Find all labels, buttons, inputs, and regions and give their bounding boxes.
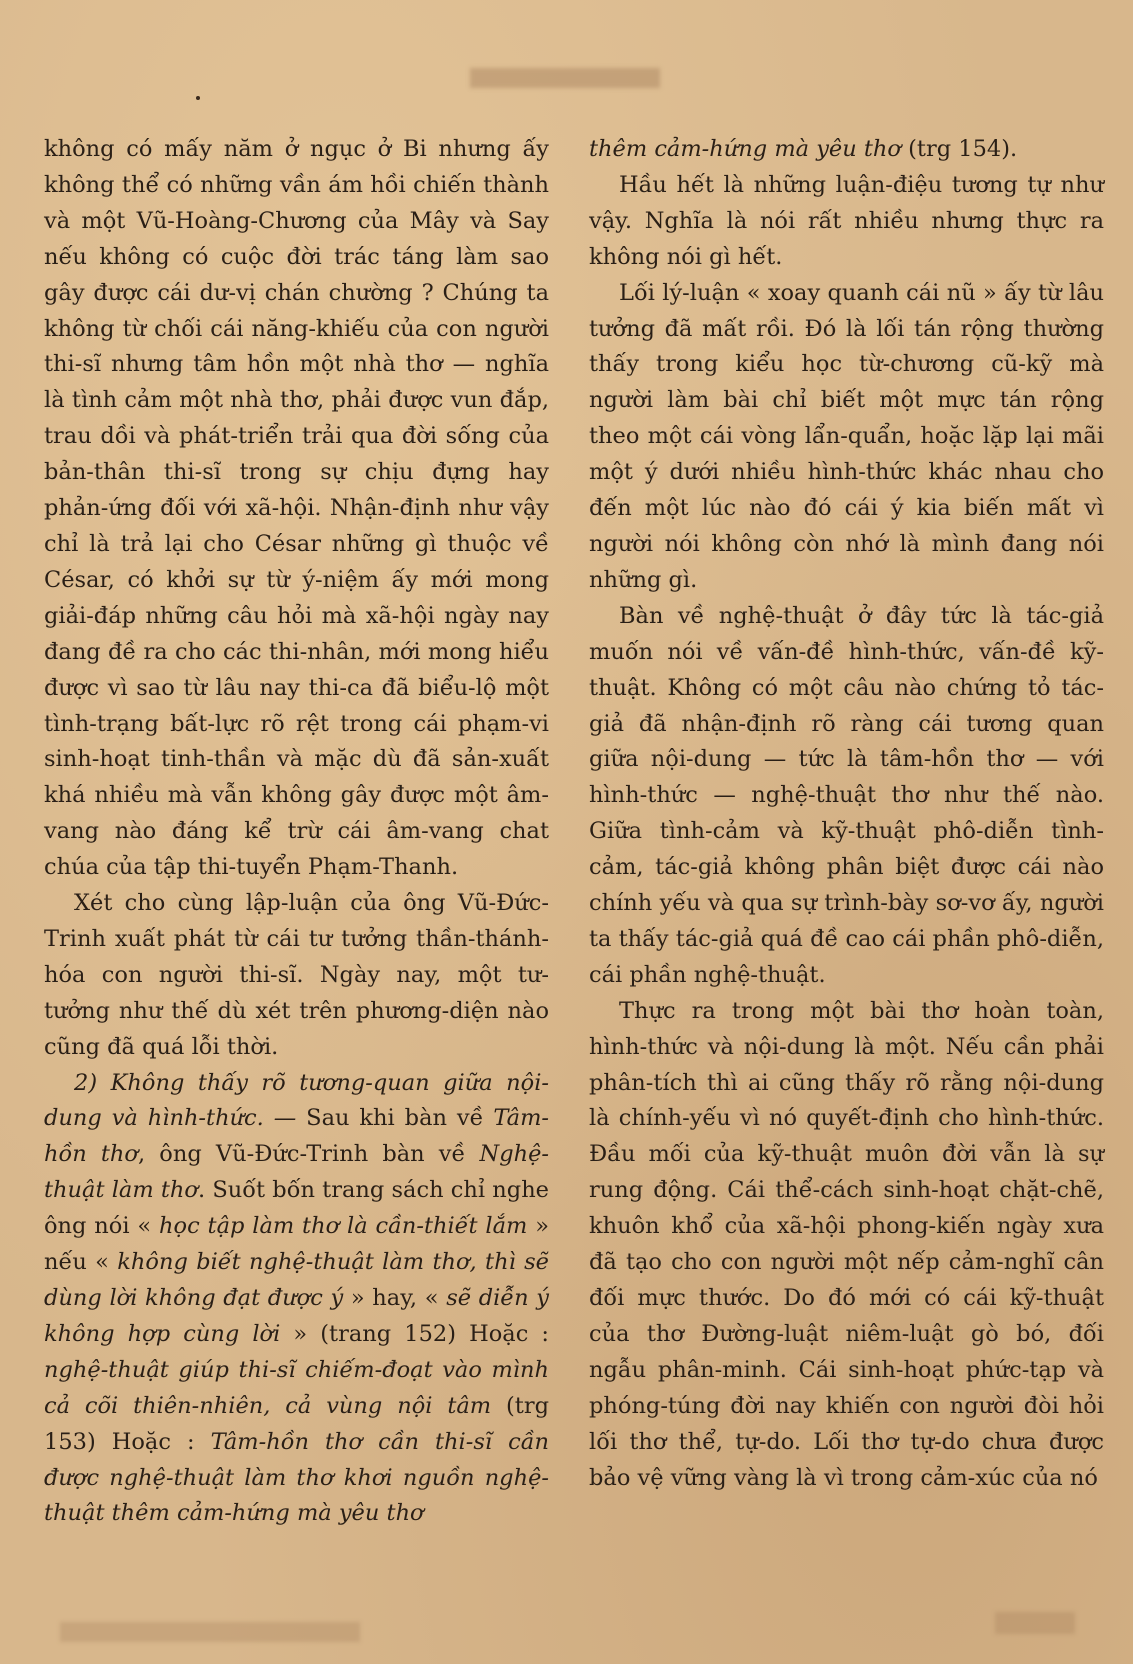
right-paragraph-3: Bàn về nghệ-thuật ở đây tức là tác-giả muốn nói về vấn-đề hình-thức, vấn-đề kỹ-thuật. Không có một câu nào chứng tỏ tác-giả đã nhận-định rõ ràng cái tương quan giữa nội-dung — tức là tâm-hồn thơ — với hình-thức — nghệ-thuật thơ như thế nào. Giữa tình-cảm và kỹ-thuật phô-diễn tình-cảm, tác-giả không phân biệt được cái nào chính yếu và qua sự trình-bày sơ-vơ ấy, người ta thấy tác-giả quá đề cao cái phần phô-diễn, cái phần nghệ-thuật. bbox=[589, 602, 1105, 988]
faded-page-number bbox=[995, 1612, 1075, 1634]
text-run: » nếu « bbox=[44, 1213, 550, 1276]
text-run: » (trang 152) Hoặc : bbox=[280, 1320, 549, 1347]
italic-run: sẽ diễn ý không hợp cùng lời bbox=[44, 1285, 550, 1347]
italic-run: Tâm-hồn thơ cần thi-sĩ cần được nghệ-thuật làm thơ khơi nguồn nghệ-thuật thêm cảm-hứng mà yêu thơ bbox=[44, 1428, 549, 1527]
section-heading: 2) Không thấy rõ tương-quan giữa nội-dung và hình-thức. — bbox=[44, 1069, 549, 1132]
italic-run: nghệ-thuật giúp thi-sĩ chiếm-đoạt vào mình cả cõi thiên-nhiên, cả vùng nội tâm bbox=[44, 1356, 549, 1419]
italic-run: Nghệ-thuật làm thơ bbox=[44, 1141, 549, 1204]
italic-run: không biết nghệ-thuật làm thơ, thì sẽ dùng lời không đạt được ý bbox=[44, 1249, 549, 1311]
text-run: (trg 153) Hoặc : bbox=[44, 1392, 549, 1455]
text-run: (trg 154). bbox=[900, 136, 1018, 162]
right-paragraph-2: Lối lý-luận « xoay quanh cái nũ » ấy từ lâu tưởng đã mất rồi. Đó là lối tán rộng thường thấy trong kiểu học từ-chương cũ-kỹ mà người làm bài chỉ biết một mực tán rộng theo một cái vòng lẩn-quẩn, hoặc lặp lại mãi một ý dưới nhiều hình-thức khác nhau cho đến một lúc nào đó cái ý kia biến mất vì người nói không còn nhớ là mình đang nói những gì. bbox=[589, 279, 1104, 593]
left-paragraph-3 bbox=[44, 1066, 549, 1533]
italic-run: Tâm-hồn thơ bbox=[44, 1105, 550, 1168]
faded-running-header bbox=[470, 68, 660, 88]
text-run: , ông Vũ-Đức-Trinh bàn về bbox=[137, 1141, 480, 1168]
faded-footer-left bbox=[60, 1622, 360, 1642]
right-paragraph-0 bbox=[589, 132, 1104, 168]
ink-dot bbox=[196, 96, 200, 100]
text-run: . Suốt bốn trang sách chỉ nghe ông nói « bbox=[44, 1177, 549, 1240]
right-paragraph-4: Thực ra trong một bài thơ hoàn toàn, hình-thức và nội-dung là một. Nếu cần phải phân-tích thì ai cũng thấy rõ rằng nội-dung là chính-yếu vì nó quyết-định cho hình-thức. Đầu mối của kỹ-thuật muôn đời vẫn là sự rung động. Cái thể-cách sinh-hoạt chặt-chẽ, khuôn khổ của xã-hội phong-kiến ngày xưa đã tạo cho con người một nếp cảm-nghĩ cân đối mực thước. Do đó mới có cái kỹ-thuật của thơ Đường-luật niêm-luật gò bó, đối ngẫu phân-minh. Cái sinh-hoạt phức-tạp và phóng-túng đời nay khiến con người đòi hỏi lối thơ thể, tự-do. Lối thơ tự-do chưa được bảo vệ vững vàng là vì trong cảm-xúc của nó bbox=[589, 997, 1104, 1491]
italic-run: thêm cảm-hứng mà yêu thơ bbox=[589, 136, 901, 162]
left-paragraph-2: Xét cho cùng lập-luận của ông Vũ-Đức-Trinh xuất phát từ cái tư tưởng thần-thánh-hóa con người thi-sĩ. Ngày nay, một tư-tưởng như thế dù xét trên phương-diện nào cũng đã quá lỗi thời. bbox=[44, 890, 549, 1060]
right-column bbox=[589, 132, 1104, 1496]
right-paragraph-1: Hầu hết là những luận-điệu tương tự như vậy. Nghĩa là nói rất nhiều nhưng thực ra không nói gì hết. bbox=[589, 171, 1104, 270]
left-paragraph-1: không có mấy năm ở ngục ở Bi nhưng ấy không thể có những vần ám hồi chiến thành và một Vũ-Hoàng-Chương của Mây và Say nếu không có cuộc đời trác táng làm sao gây được cái dư-vị chán chường ? Chúng ta không từ chối cái năng-khiếu của con người thi-sĩ nhưng tâm hồn một nhà thơ — nghĩa là tình cảm một nhà thơ, phải được vun đắp, trau dồi và phát-triển trải qua đời sống của bản-thân thi-sĩ trong sự chịu đựng hay phản-ứng đối với xã-hội. Nhận-định như vậy chỉ là trả lại cho César những gì thuộc về César, có khởi sự từ ý-niệm ấy mới mong giải-đáp những câu hỏi mà xã-hội ngày nay đang đề ra cho các thi-nhân, mới mong hiểu được vì sao từ lâu nay thi-ca đã biểu-lộ một tình-trạng bất-lực rõ rệt trong cái phạm-vi sinh-hoạt tinh-thần và mặc dù đã sản-xuất khá nhiều mà vẫn không gây được một âm-vang nào đáng kể trừ cái âm-vang chat chúa của tập thi-tuyển Phạm-Thanh. bbox=[44, 136, 549, 881]
text-run: Sau khi bàn về bbox=[296, 1105, 494, 1132]
text-run: » hay, « bbox=[343, 1285, 447, 1311]
left-column bbox=[44, 132, 549, 1532]
italic-run: học tập làm thơ là cần-thiết lắm bbox=[159, 1213, 528, 1240]
